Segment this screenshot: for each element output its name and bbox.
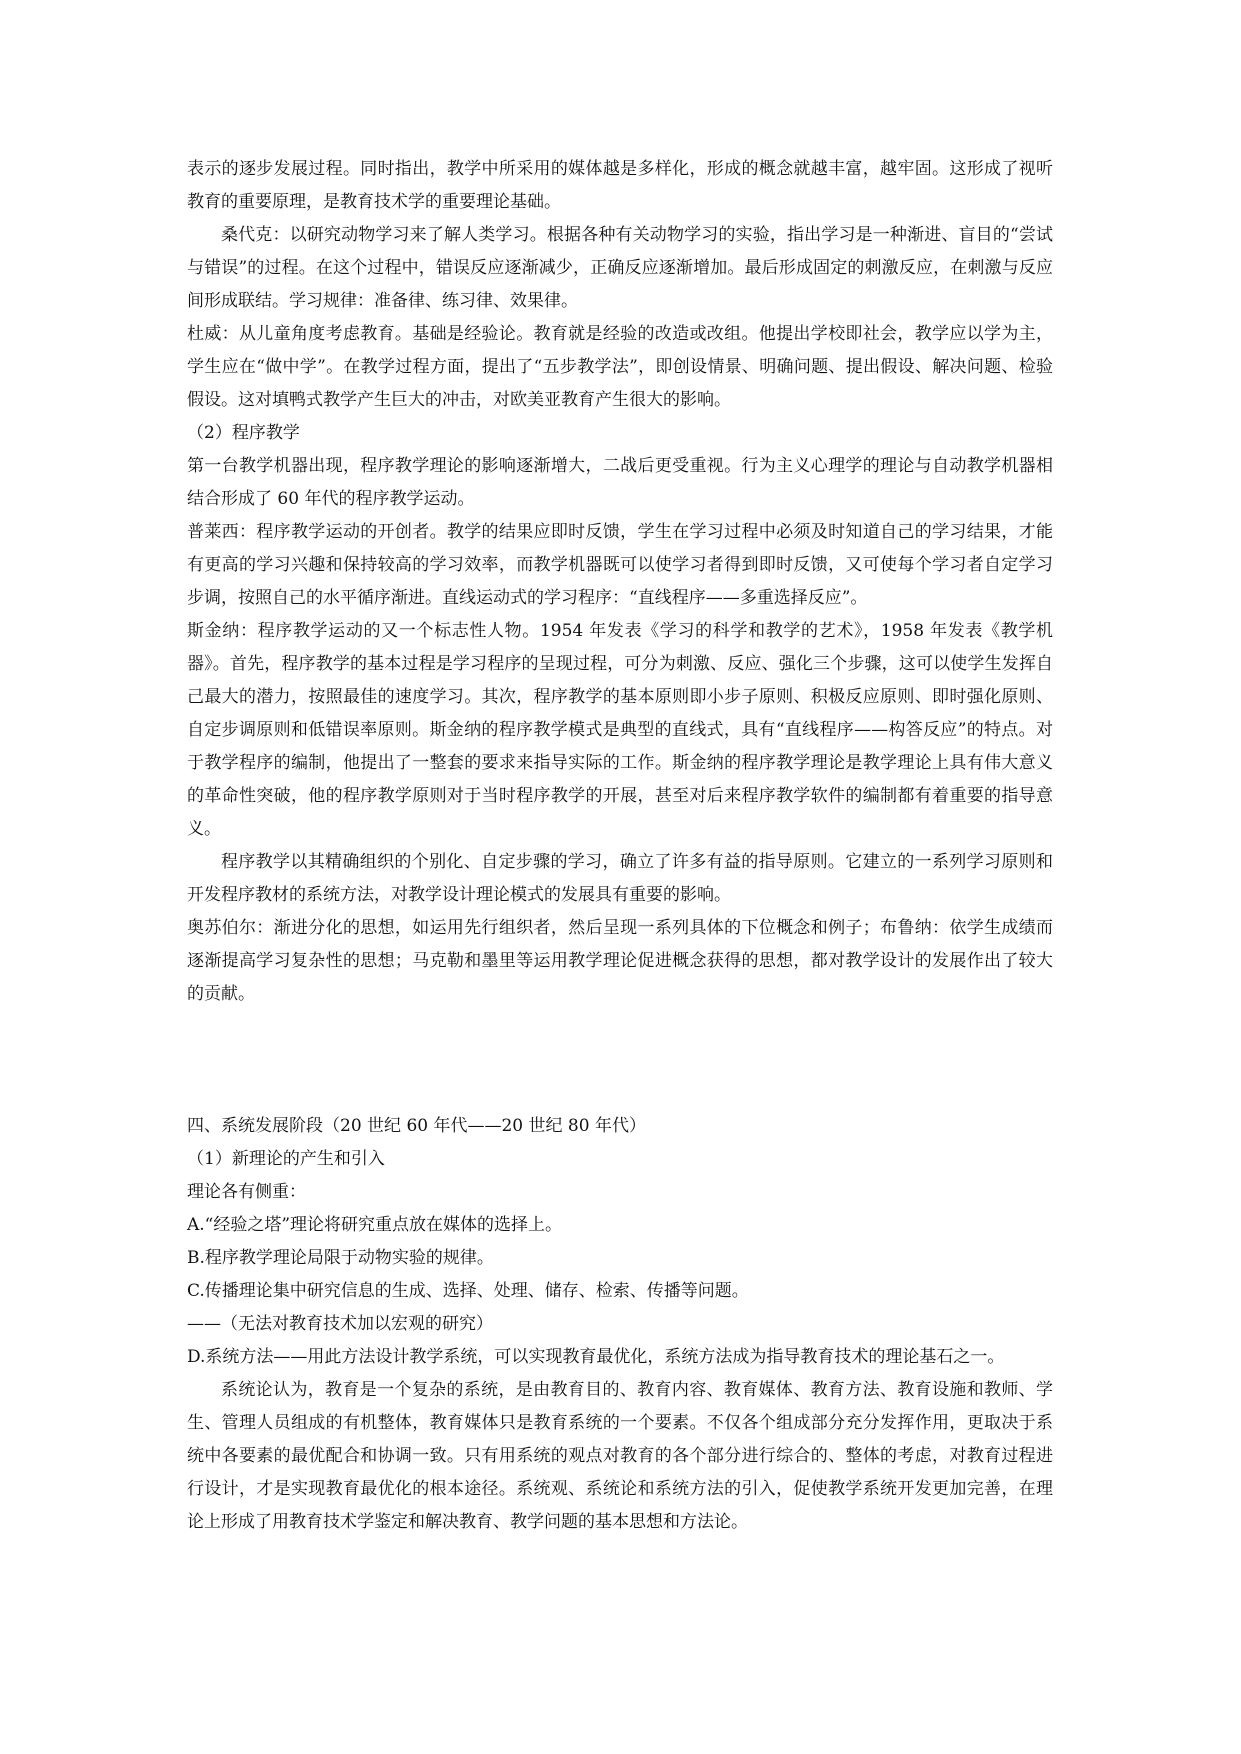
paragraph-skinner: 斯金纳：程序教学运动的又一个标志性人物。1954 年发表《学习的科学和教学的艺术》，1958 年发表《教学机器》。首先，程序教学的基本过程是学习程序的呈现过程，可分为刺激、反应、强化三个步骤，这可以使学生发挥自己最大的潜力，按照最佳的速度学习。其次，程序教学的基本原则即小步子原则、积极反应原则、即时强化原则、自定步调原则和低错误率原则。斯金纳的程序教学模式是典型的直线式，具有“直线程序——构答反应”的特点。对于教学程序的编制，他提出了一整套的要求来指导实际的工作。斯金纳的程序教学理论是教学理论上具有伟大意义的革命性突破，他的程序教学原则对于当时程序教学的开展，甚至对后来程序教学软件的编制都有着重要的指导意义。 [187, 621, 1053, 839]
section-spacer [187, 1011, 1053, 1110]
paragraph-theory-focus: 理论各有侧重： [187, 1182, 306, 1202]
paragraph-thorndike: 桑代克：以研究动物学习来了解人类学习。根据各种有关动物学习的实验，指出学习是一种渐进、盲目的“尝试与错误”的过程。在这个过程中，错误反应逐渐减少，正确反应逐渐增加。最后形成固定的刺激反应，在刺激与反应间形成联结。学习规律：准备律、练习律、效果律。 [187, 225, 1053, 311]
paragraph-media-diversity: 表示的逐步发展过程。同时指出，教学中所采用的媒体越是多样化，形成的概念就越丰富，越牢固。这形成了视听教育的重要原理，是教育技术学的重要理论基础。 [187, 159, 1053, 212]
paragraph-system-theory: 系统论认为，教育是一个复杂的系统，是由教育目的、教育内容、教育媒体、教育方法、教育设施和教师、学生、管理人员组成的有机整体，教育媒体只是教育系统的一个要素。不仅各个组成部分充分发挥作用，更取决于系统中各要素的最优配合和协调一致。只有用系统的观点对教育的各个部分进行综合的、整体的考虑，对教育过程进行设计，才是实现教育最优化的根本途径。系统观、系统论和系统方法的引入，促使教学系统开发更加完善，在理论上形成了用教育技术学鉴定和解决教育、教学问题的基本思想和方法论。 [187, 1380, 1053, 1532]
list-item-d: D.系统方法——用此方法设计教学系统，可以实现教育最优化，系统方法成为指导教育技术的理论基石之一。 [187, 1347, 1005, 1367]
list-note: ——（无法对教育技术加以宏观的研究） [187, 1314, 493, 1334]
document-body [187, 153, 1053, 1539]
paragraph-teaching-machine: 第一台教学机器出现，程序教学理论的影响逐渐增大，二战后更受重视。行为主义心理学的理论与自动教学机器相结合形成了 60 年代的程序教学运动。 [187, 456, 1053, 509]
paragraph-dewey: 杜威：从儿童角度考虑教育。基础是经验论。教育就是经验的改造或改组。他提出学校即社会，教学应以学为主，学生应在“做中学”。在教学过程方面，提出了“五步教学法”，即创设情景、明确问题、提出假设、解决问题、检验假设。这对填鸭式教学产生巨大的冲击，对欧美亚教育产生很大的影响。 [187, 324, 1053, 410]
chapter-heading-system-stage: 四、系统发展阶段（20 世纪 60 年代——20 世纪 80 年代） [187, 1116, 646, 1136]
paragraph-ausubel-bruner: 奥苏伯尔：渐进分化的思想，如运用先行组织者，然后呈现一系列具体的下位概念和例子；布鲁纳：依学生成绩而逐渐提高学习复杂性的思想；马克勒和墨里等运用教学理论促进概念获得的思想，都对教学设计的发展作出了较大的贡献。 [187, 918, 1053, 1004]
paragraph-programmed-summary: 程序教学以其精确组织的个别化、自定步骤的学习，确立了许多有益的指导原则。它建立的一系列学习原则和开发程序教材的系统方法，对教学设计理论模式的发展具有重要的影响。 [187, 852, 1053, 905]
list-item-b: B.程序教学理论局限于动物实验的规律。 [187, 1248, 494, 1268]
section-heading-new-theories: （1）新理论的产生和引入 [187, 1149, 385, 1169]
list-item-c: C.传播理论集中研究信息的生成、选择、处理、储存、检索、传播等问题。 [187, 1281, 749, 1301]
paragraph-pressey: 普莱西：程序教学运动的开创者。教学的结果应即时反馈，学生在学习过程中必须及时知道自己的学习结果，才能有更高的学习兴趣和保持较高的学习效率，而教学机器既可以使学习者得到即时反馈，又可使每个学习者自定学习步调，按照自己的水平循序渐进。直线运动式的学习程序：“直线程序——多重选择反应”。 [187, 522, 1053, 608]
section-heading-programmed-instruction: （2）程序教学 [187, 423, 300, 443]
list-item-a: A.“经验之塔”理论将研究重点放在媒体的选择上。 [187, 1215, 563, 1235]
